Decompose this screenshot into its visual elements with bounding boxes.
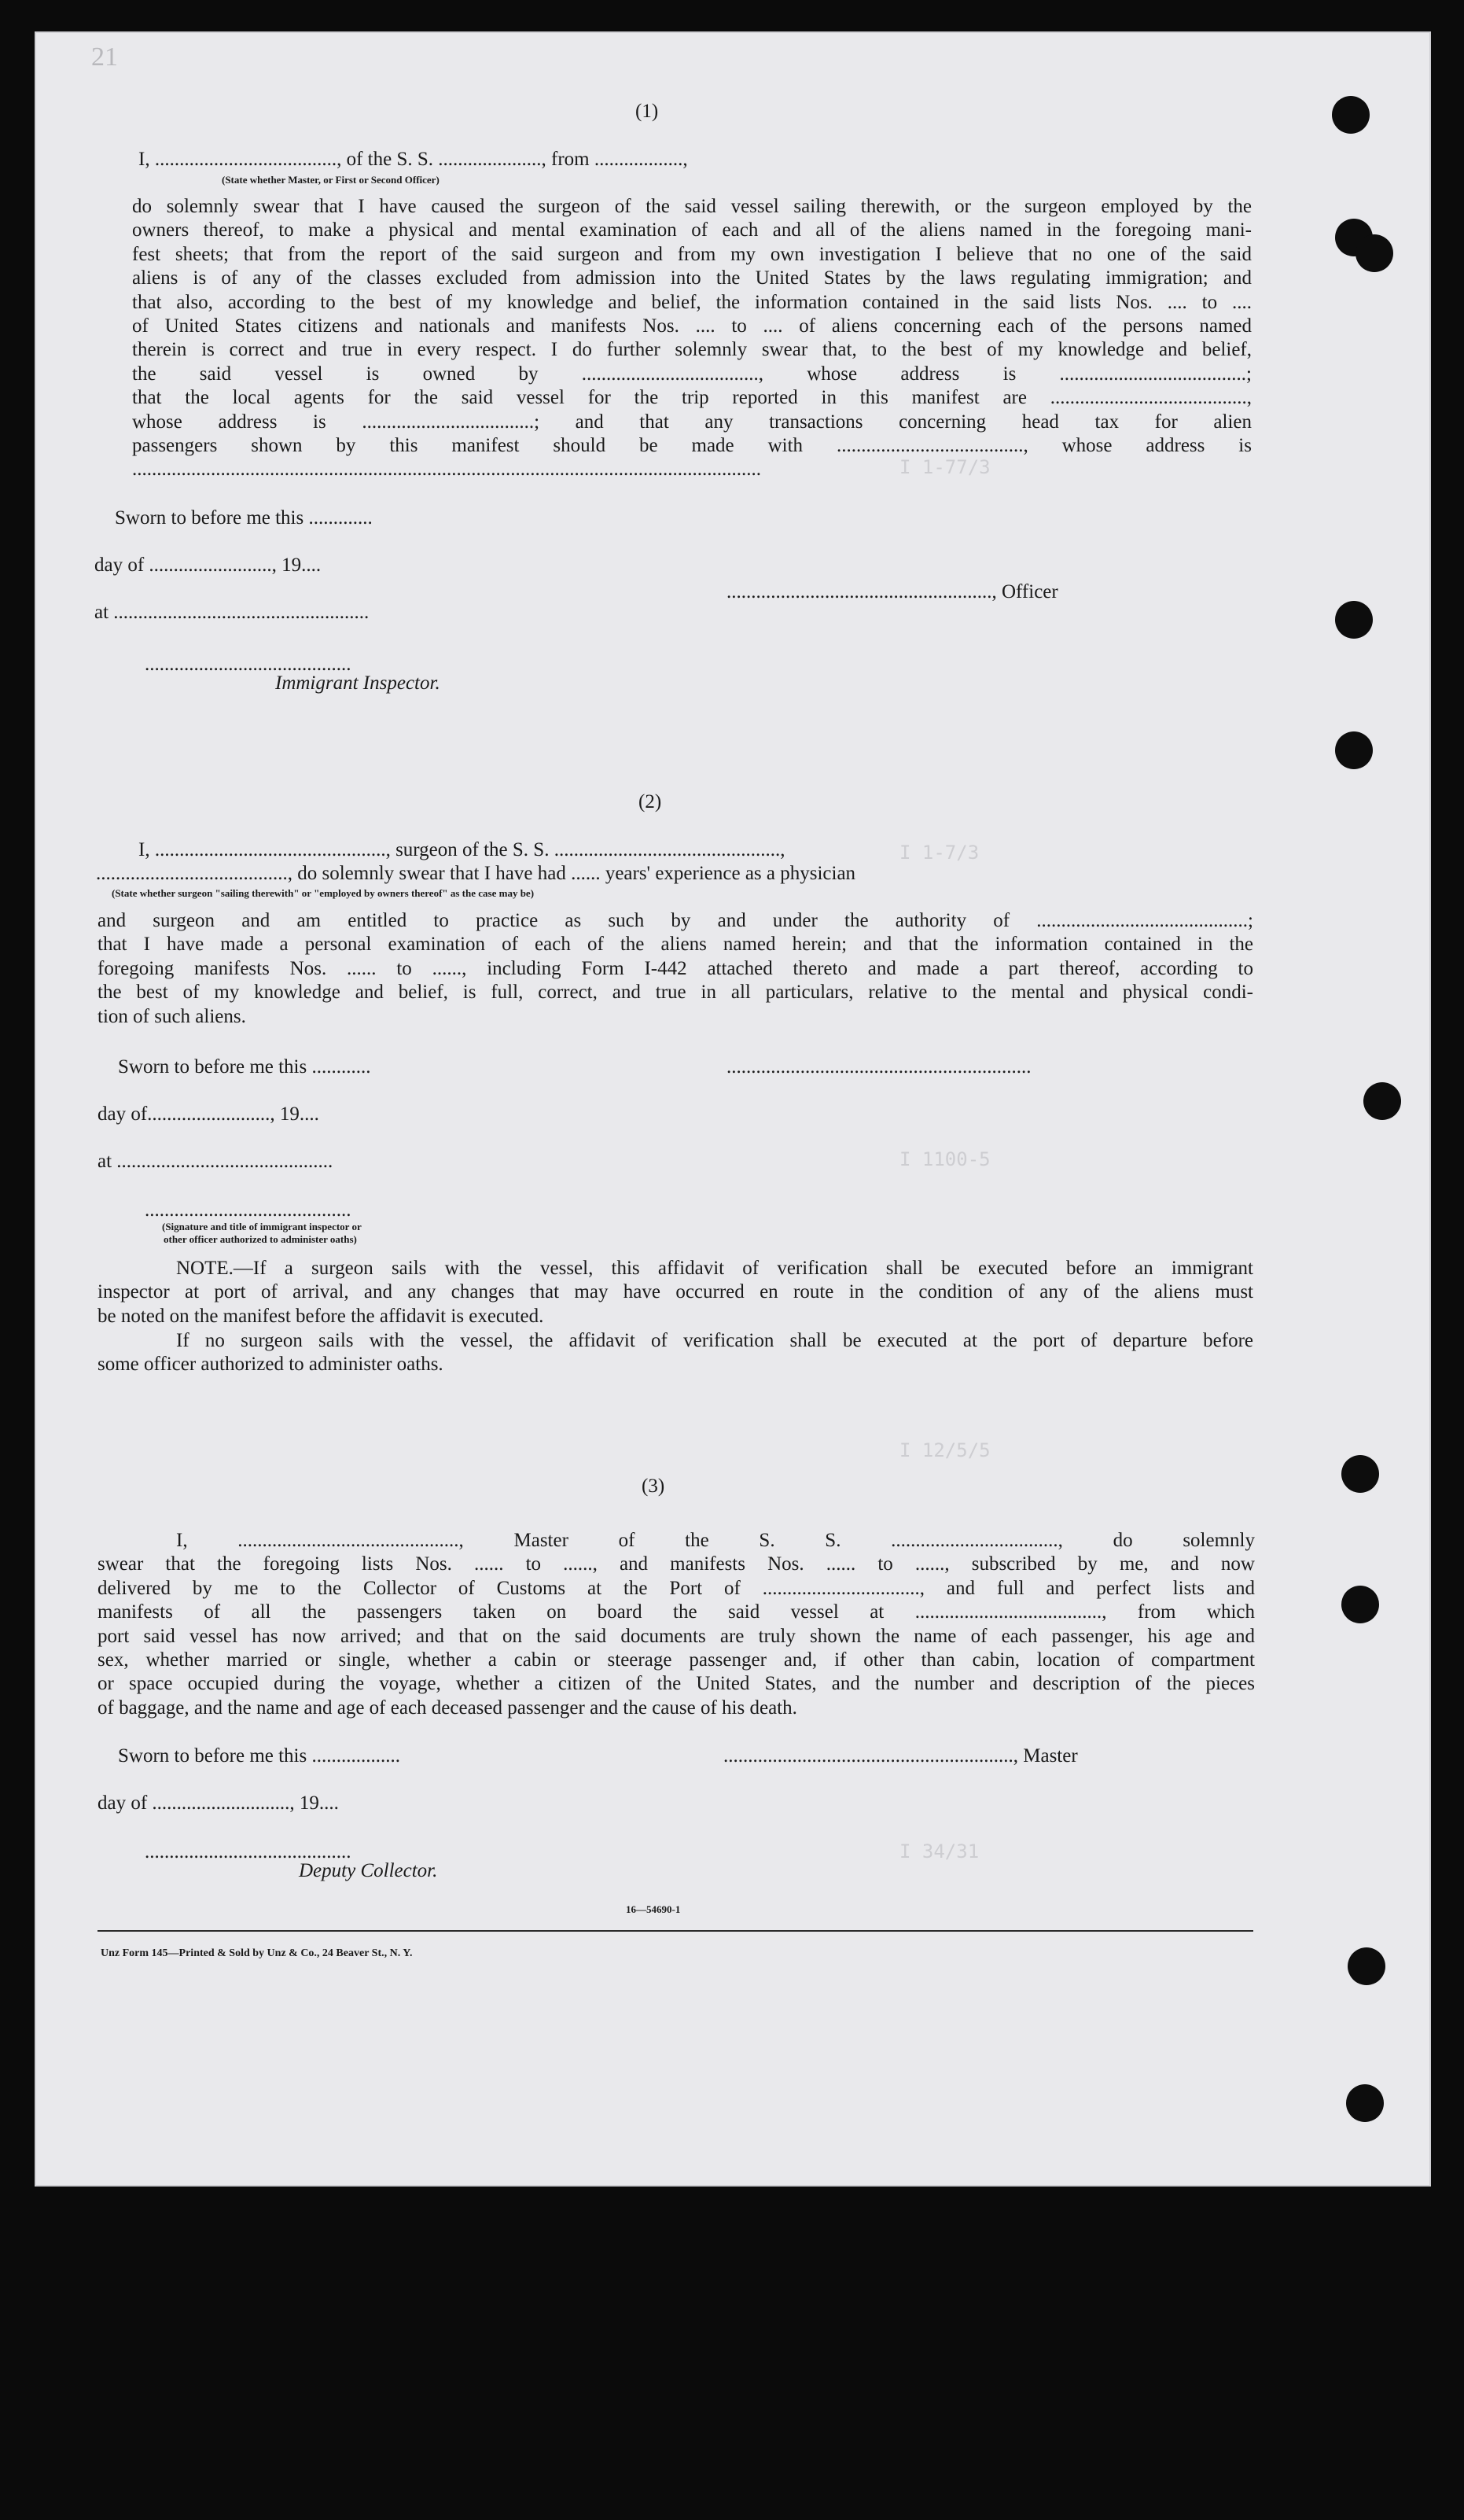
day-line-1: day of ........................., 19.... (94, 554, 322, 576)
at-line-2: at ............................................ (97, 1151, 333, 1172)
document-page (35, 31, 1431, 2187)
punch-hole-icon (1348, 1947, 1385, 1985)
paragraph-line: ................................................................................................................................ (132, 459, 761, 481)
paragraph-line: be noted on the manifest before the affidavit is executed. (97, 1305, 544, 1327)
officer-line: ......................................................, Officer (726, 581, 1058, 602)
punch-hole-icon (1341, 1586, 1379, 1623)
section-2-first-line: I, ..............................................., surgeon of the S. S. .............................................., (138, 839, 785, 860)
page-number: 21 (91, 42, 118, 72)
section-1-first-line: I, ....................................., of the S. S. ....................., from .................., (138, 149, 688, 170)
paragraph-line: port said vessel has now arrived; and that on the said documents are truly shown the name of each passenger, his age and (97, 1625, 1255, 1647)
paragraph-line: If no surgeon sails with the vessel, the affidavit of verification shall be executed at the port of departure before (176, 1330, 1253, 1351)
inspector-sig-line-2: .......................................... (145, 1199, 351, 1221)
day-line-2: day of........................., 19.... (97, 1103, 319, 1125)
punch-hole-icon (1355, 234, 1393, 272)
signature-note-1: (Signature and title of immigrant inspector or (162, 1221, 362, 1232)
paragraph-line: sex, whether married or single, whether a cabin or steerage passenger and, if other than cabin, location of compartment (97, 1649, 1255, 1671)
paragraph-line: the best of my knowledge and belief, is full, correct, and true in all particulars, relative to the mental and physical condi- (97, 982, 1253, 1004)
bleed-through: I 34/31 (899, 1840, 980, 1862)
paragraph-line: NOTE.—If a surgeon sails with the vessel, this affidavit of verification shall be executed before an immigrant (176, 1258, 1253, 1279)
signature-note-2: other officer authorized to administer oaths) (164, 1233, 357, 1245)
footer-rule (97, 1930, 1253, 1932)
note-paragraph-2 (97, 1329, 1253, 1377)
bleed-through: I 1-77/3 (899, 456, 991, 478)
surgeon-sig-line: .............................................................. (726, 1056, 1032, 1078)
paragraph-line: of United States citizens and nationals and manifests Nos. .... to .... of aliens concerning each of the persons named (132, 315, 1252, 337)
form-code: 16—54690-1 (626, 1903, 681, 1915)
paragraph-line: do solemnly swear that I have caused the surgeon of the said vessel sailing therewith, or the surgeon employed by the (132, 196, 1252, 217)
paragraph-line: fest sheets; that from the report of the said surgeon and from my own investigation I believe that no one of the said (132, 243, 1252, 265)
paragraph-line: that I have made a personal examination of each of the aliens named herein; and that the information contained in the (97, 934, 1253, 956)
section-3-paragraph (97, 1529, 1255, 1720)
paragraph-line: passengers shown by this manifest should be made with ......................................, whose address is (132, 435, 1252, 457)
paragraph-line: swear that the foregoing lists Nos. ...... to ......, and manifests Nos. ...... to ......, subscribed by me, and now (97, 1553, 1255, 1575)
section-2-heading: (2) (638, 791, 662, 812)
paragraph-line: of baggage, and the name and age of each deceased passenger and the cause of his death. (97, 1697, 797, 1719)
day-line-3: day of ............................, 19.... (97, 1792, 339, 1814)
paragraph-line: and surgeon and am entitled to practice as such by and under the authority of ...........................................; (97, 910, 1253, 931)
punch-hole-icon (1335, 731, 1373, 769)
inspector-sig-line: .......................................... (145, 654, 351, 675)
paragraph-line: tion of such aliens. (97, 1005, 246, 1027)
punch-hole-icon (1332, 96, 1370, 134)
at-line-1: at .................................................... (94, 602, 370, 623)
section-1-paragraph (132, 195, 1252, 482)
deputy-collector-title: Deputy Collector. (299, 1860, 438, 1881)
paragraph-line: some officer authorized to administer oaths. (97, 1354, 443, 1376)
paragraph-line: inspector at port of arrival, and any changes that may have occurred en route in the condition of any of the aliens must (97, 1281, 1253, 1303)
note-paragraph (97, 1257, 1253, 1328)
inspector-title: Immigrant Inspector. (275, 672, 440, 694)
bleed-through: I 1100-5 (899, 1148, 991, 1170)
section-3-heading: (3) (642, 1476, 665, 1497)
master-note: (State whether Master, or First or Second Officer) (222, 174, 440, 186)
paragraph-line: that the local agents for the said vessel for the trip reported in this manifest are ........................................, (132, 387, 1252, 409)
punch-hole-icon (1341, 1455, 1379, 1493)
sworn-line-3: Sworn to before me this .................. (118, 1745, 400, 1767)
bleed-through: I 1-7/3 (899, 842, 980, 864)
paragraph-line: or space occupied during the voyage, whether a citizen of the United States, and the number and description of the pieces (97, 1673, 1255, 1695)
section-2-second-line: ......................................., do solemnly swear that I have had ...... years' experience as a physician (96, 863, 856, 884)
paragraph-line: delivered by me to the Collector of Customs at the Port of ................................, and full and perfect lists and (97, 1577, 1255, 1599)
surgeon-note: (State whether surgeon "sailing therewith" or "employed by owners thereof" as the case may be) (112, 887, 535, 899)
paragraph-line: I, ............................................., Master of the S. S. .................................., do solemnly (176, 1530, 1255, 1551)
paragraph-line: aliens is of any of the classes excluded from admission into the United States by the laws regulating immigration; and (132, 267, 1252, 289)
sworn-line-2: Sworn to before me this ............ (118, 1056, 371, 1078)
bleed-through: I 12/5/5 (899, 1439, 991, 1461)
printer-footer: Unz Form 145—Printed & Sold by Unz & Co., 24 Beaver St., N. Y. (101, 1947, 413, 1959)
punch-hole-icon (1335, 601, 1373, 639)
paragraph-line: therein is correct and true in every respect. I do further solemnly swear that, to the best of my knowledge and belief, (132, 339, 1252, 361)
paragraph-line: whose address is ...................................; and that any transactions concerning head tax for alien (132, 411, 1252, 433)
sworn-line-1: Sworn to before me this ............. (115, 507, 373, 529)
paragraph-line: foregoing manifests Nos. ...... to ......, including Form I-442 attached thereto and made a part thereof, according to (97, 957, 1253, 979)
punch-hole-icon (1363, 1082, 1401, 1120)
paragraph-line: the said vessel is owned by ...................................., whose address is ......................................; (132, 363, 1252, 385)
punch-hole-icon (1346, 2084, 1384, 2122)
paragraph-line: that also, according to the best of my knowledge and belief, the information contained in the said lists Nos. .... to .... (132, 291, 1252, 313)
section-2-paragraph (97, 909, 1253, 1029)
section-1-heading: (1) (635, 101, 659, 122)
collector-sig-line: .......................................... (145, 1841, 351, 1862)
master-sig-line: ..........................................................., Master (723, 1745, 1078, 1767)
paragraph-line: owners thereof, to make a physical and mental examination of each and all of the aliens named in the foregoing mani- (132, 219, 1252, 241)
paragraph-line: manifests of all the passengers taken on board the said vessel at ......................................, from which (97, 1601, 1255, 1623)
